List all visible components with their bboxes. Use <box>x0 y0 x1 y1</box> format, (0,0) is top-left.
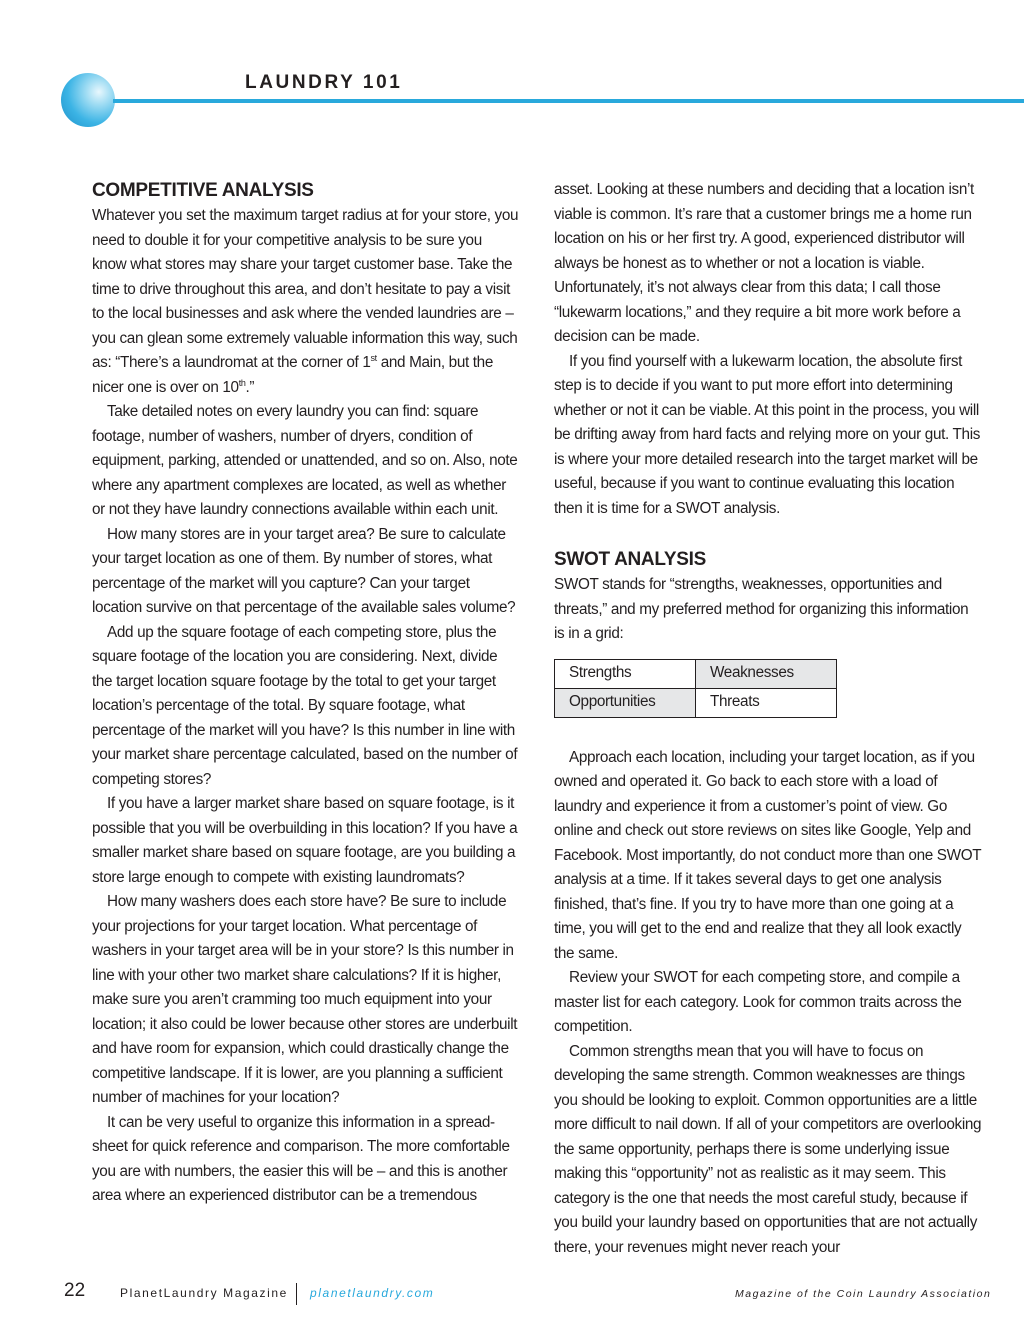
left-column <box>92 178 520 1209</box>
competitive-analysis-heading: COMPETITIVE ANALYSIS <box>92 180 314 201</box>
paragraph: Review your SWOT for each competing store, and compile a master list for each category. Look for common traits across the competition. <box>554 969 962 1035</box>
superscript: st <box>370 352 377 363</box>
swot-grid <box>554 659 837 718</box>
paragraph <box>92 204 520 400</box>
swot-cell-weaknesses: Weaknesses <box>696 659 837 688</box>
paragraph-text: and Main, but the nicer one is over on 10 <box>92 354 493 396</box>
header-circle-emblem <box>61 73 115 127</box>
header-rule <box>113 99 1024 103</box>
paragraph-text: Whatever you set the maximum target radius at for your store, you need to double it for your competitive analysis to be sure you know what stores may share your target customer base. Take the time to drive throughout this area, and don’t hesitate to pay a visit to the local businesses and ask where the vended laundries are – you can glean some extremely valuable information this way, such as: “There’s a laundromat at the corner of 1 <box>92 207 519 371</box>
swot-analysis-heading <box>554 547 982 573</box>
swot-row <box>555 688 837 717</box>
paragraph: How many stores are in your target area? Be sure to calculate your target location as one of them. By number of stores, what percentage of the market will you capture? Can your target location survive on that percentage of the available sales volume? <box>92 525 516 616</box>
page-number: 22 <box>64 1280 86 1301</box>
superscript: th <box>238 377 246 388</box>
section-title: LAUNDRY 101 <box>245 72 403 93</box>
footer-separator <box>296 1283 297 1305</box>
magazine-name: PlanetLaundry Magazine <box>120 1286 288 1300</box>
swot-heading-rest: ANALYSIS <box>609 549 706 570</box>
swot-row <box>555 659 837 688</box>
paragraph: Take detailed notes on every laundry you can find: square footage, number of washers, number of dryers, condition of equipment, parking, attended or unattended, and so on. Also, note where any apartment complexes are located, as well as whether or not they have laundry connections available within each unit. <box>92 403 518 518</box>
swot-cell-strengths: Strengths <box>555 659 696 688</box>
swot-cell-opportunities: Opportunities <box>555 688 696 717</box>
paragraph: asset. Looking at these numbers and deciding that a location isn’t viable is common. It’s rare that a customer brings me a home run location on his or her first try. A good, experienced distributor will always be honest as to whether or not a location is viable. Unfortunately, it’s not always clear from this data; I call those “lukewarm locations,” and they require a bit more work before a decision can be made. <box>554 181 974 345</box>
association-tagline: Magazine of the Coin Laundry Association <box>735 1288 992 1300</box>
magazine-url[interactable]: planetlaundry.com <box>310 1286 435 1300</box>
paragraph: Add up the square footage of each competing store, plus the square footage of the location you are considering. Next, divide the target location square footage by the total to get your target location’s percentage of the total. By square footage, what percentage of the market will you have? Is this number in line with your market share percentage calculated, based on the number of competing stores? <box>92 623 518 788</box>
paragraph: If you find yourself with a lukewarm location, the absolute first step is to decide if you want to put more effort into determining whether or not it can be viable. At this point in the process, you will be drifting away from hard facts and relying more on your gut. This is where your more detailed research into the target market will be useful, because if you want to continue evaluating this location then it is time for a SWOT analysis. <box>554 352 981 517</box>
paragraph: If you have a larger market share based on square footage, is it possible that you will be overbuilding in this location? If you have a smaller market share based on square footage, are you building a store large enough to compete with existing laundromats? <box>92 795 518 886</box>
paragraph: Common strengths mean that you will have to focus on developing the same strength. Common weaknesses are things you should be looking to exploit. Common opportunities are a little more difficult to nail down. If all of your competitors are overlooking the same opportunity, perhaps there is some underlying issue making this “opportunity” not as realistic as it may seem. This category is the one that needs the most careful study, because if you build your laundry based on opportunities that are not actually there, your revenues might never reach your <box>554 1042 982 1256</box>
paragraph: It can be very useful to organize this information in a spread-sheet for quick reference and comparison. The more comfortable you are with numbers, the easier this will be – and this is another area where an experienced distributor can be a tremendous <box>92 1113 510 1204</box>
paragraph: Approach each location, including your target location, as if you owned and operated it. Go back to each store with a load of laundry and experience it from a customer’s point of view. Go online and check out store reviews on sites like Google, Yelp and Facebook. Most importantly, do not conduct more than one SWOT analysis at a time. If it takes several days to get one analysis finished, that’s fine. If you try to have more than one going at a time, you will get to the end and realize that they all look exactly the same. <box>554 748 982 962</box>
paragraph: SWOT stands for “strengths, weaknesses, opportunities and threats,” and my preferred method for organizing this information is in a grid: <box>554 576 969 642</box>
swot-cell-threats: Threats <box>696 688 837 717</box>
paragraph: How many washers does each store have? Be sure to include your projections for your target location. What percentage of washers in your target area will be in your store? Is this number in line with your other two market share calculations? If it is higher, make sure you aren’t cramming too much equipment into your location; it also could be lower because other stores are underbuilt and have room for expansion, which could drastically change the competitive landscape. If it is lower, are you planning a sufficient number of machines for your location? <box>92 893 518 1106</box>
swot-heading-bold: SWOT <box>554 549 610 570</box>
paragraph-text: .” <box>245 378 255 396</box>
right-column <box>554 178 982 1260</box>
